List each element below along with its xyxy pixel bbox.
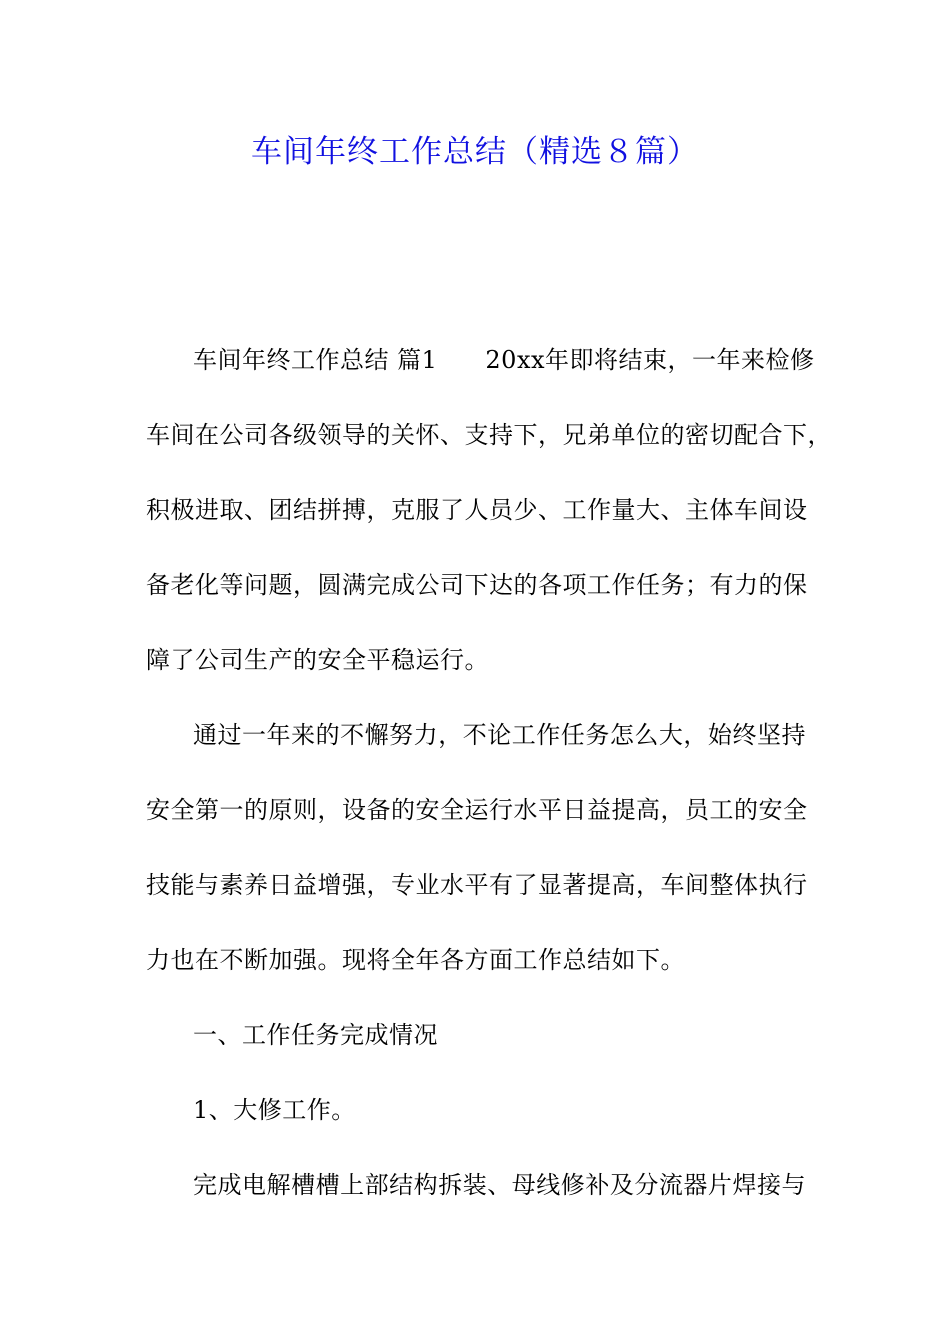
subsection-heading: 1、大修工作。 [193, 1096, 356, 1124]
paragraph-line: 完成电解槽槽上部结构拆装、母线修补及分流器片焊接与 [193, 1171, 806, 1199]
paragraph-line: 通过一年来的不懈努力，不论工作任务怎么大，始终坚持 [193, 721, 806, 749]
paragraph-line: 技能与素养日益增强，专业水平有了显著提高，车间整体执行 [146, 871, 808, 899]
document-title: 车间年终工作总结（精选８篇） [251, 134, 699, 170]
paragraph-text: 20xx年即将结束，一年来检修 [485, 346, 815, 374]
paragraph-line: 障了公司生产的安全平稳运行。 [146, 646, 489, 674]
section-heading-inline: 车间年终工作总结 篇1 [193, 346, 438, 374]
paragraph-line: 安全第一的原则，设备的安全运行水平日益提高，员工的安全 [146, 796, 808, 824]
paragraph-line: 备老化等问题，圆满完成公司下达的各项工作任务；有力的保 [146, 571, 808, 599]
paragraph-line: 力也在不断加强。现将全年各方面工作总结如下。 [146, 946, 685, 974]
paragraph-line [193, 343, 815, 377]
paragraph-line: 车间在公司各级领导的关怀、支持下，兄弟单位的密切配合下， [146, 421, 832, 449]
paragraph-line: 积极进取、团结拼搏，克服了人员少、工作量大、主体车间设 [146, 496, 808, 524]
section-heading: 一、工作任务完成情况 [193, 1021, 438, 1049]
